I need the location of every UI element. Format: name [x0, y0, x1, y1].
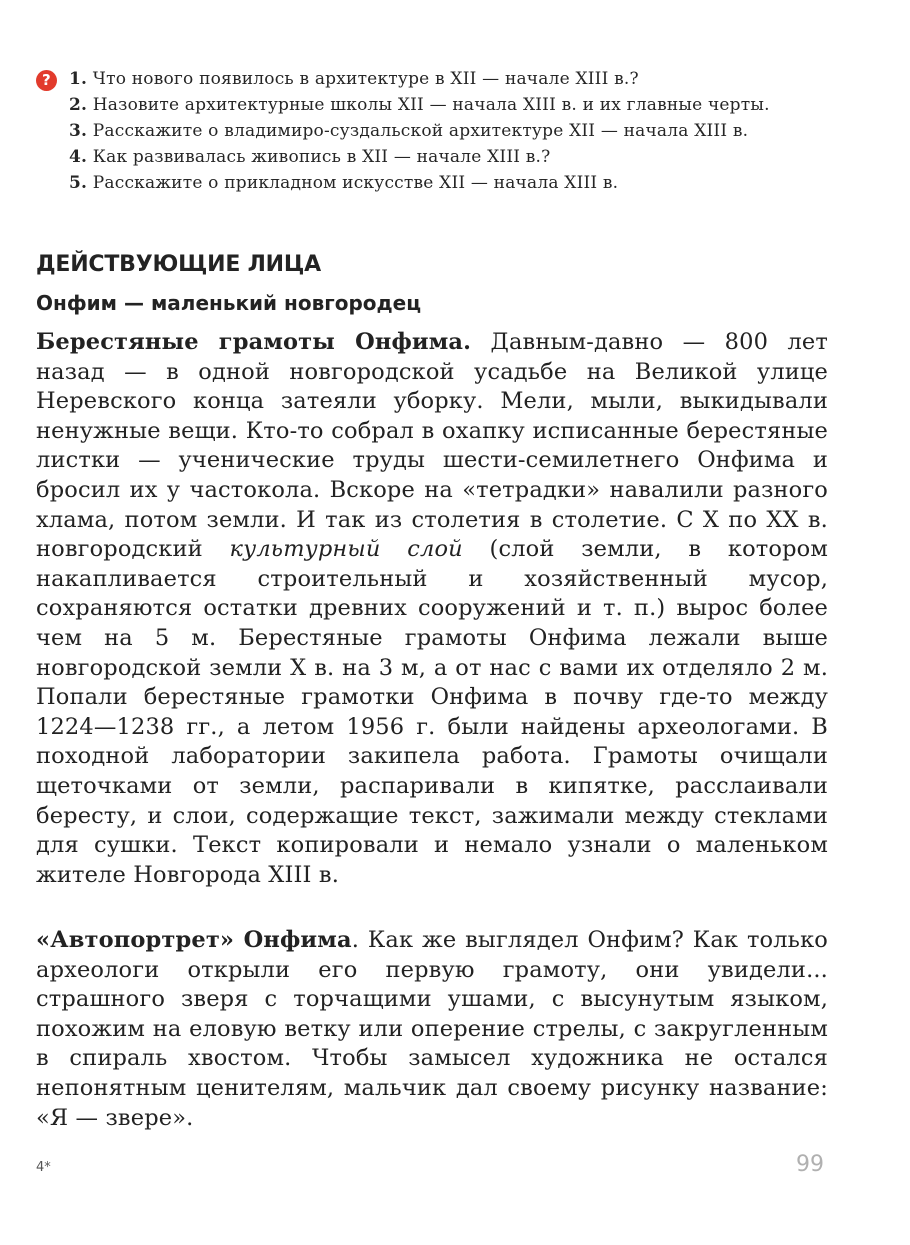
paragraph-text: Давным-давно — 800 лет назад — в одной новгородской усадьбе на Великой улице Неревского конца затеяли уборку. Мели, мыли, выкидывали ненужные вещи. Кто-то собрал в охапку исписанные берестяные листки — ученические труды шести-семилетнего Онфима и бросил их у частокола. Вскоре на «тетрадки» навалили разного хлама, потом земли. И так из столетия в столетие. С X по XX в. новгородский	[36, 329, 828, 563]
question-number: 5.	[69, 173, 88, 193]
question-mark-icon: ?	[36, 70, 57, 91]
paragraph-lead-title: Берестяные грамоты Онфима.	[36, 329, 472, 355]
section-heading: ДЕЙСТВУЮЩИЕ ЛИЦА	[36, 252, 321, 277]
question-text: Расскажите о прикладном искусстве XII — начала XIII в.	[92, 173, 619, 193]
signature-mark: 4*	[36, 1160, 51, 1175]
question-number: 2.	[69, 95, 88, 115]
question-text: Расскажите о владимиро-суздальской архитектуре XII — начала XIII в.	[92, 121, 749, 141]
term-cultural-layer: культурный слой	[229, 536, 463, 563]
question-item	[36, 66, 836, 92]
review-questions	[36, 66, 836, 196]
section-subheading: Онфим — маленький новгородец	[36, 291, 422, 315]
paragraph-self-portrait	[36, 926, 828, 1133]
page-number: 99	[796, 1152, 824, 1177]
question-number: 3.	[69, 121, 88, 141]
question-item	[36, 118, 836, 144]
paragraph-text: (слой земли, в котором накапливается строительный и хозяйственный мусор, сохраняются остатки древних сооружений и т. п.) вырос более чем на 5 м. Берестяные грамоты Онфима лежали выше новгородской земли X в. на 3 м, а от нас с вами их отделяло 2 м. Попали берестяные грамотки Онфима в почву где-то между 1224—1238 гг., а летом 1956 г. были найдены археологами. В походной лаборатории закипела работа. Грамоты очищали щеточками от земли, распаривали в кипятке, расслаивали бересту, и слои, содержащие текст, зажимали между стеклами для сушки. Текст копировали и немало узнали о маленьком жителе Новгорода XIII в.	[36, 536, 829, 888]
question-text: Назовите архитектурные школы XII — начала XIII в. и их главные черты.	[92, 95, 770, 115]
paragraph-birch-bark-letters	[36, 328, 828, 890]
question-item	[36, 144, 836, 170]
question-text: Как развивалась живопись в XII — начале XIII в.?	[92, 147, 551, 167]
question-item	[36, 92, 836, 118]
question-item	[36, 170, 836, 196]
question-number: 1.	[69, 69, 88, 89]
paragraph-lead-title: «Автопортрет» Онфима	[36, 927, 352, 953]
question-text: Что нового появилось в архитектуре в XII — начале XIII в.?	[92, 69, 639, 89]
paragraph-text: . Как же выглядел Онфим? Как только археологи открыли его первую грамоту, они увидели... страшного зверя с торчащими ушами, с высунутым языком, похожим на еловую ветку или оперение стрелы, с закругленным в спираль хвостом. Чтобы замысел художника не остался непонятным ценителям, мальчик дал своему рисунку название: «Я — звере».	[36, 927, 828, 1131]
question-number: 4.	[69, 147, 88, 167]
